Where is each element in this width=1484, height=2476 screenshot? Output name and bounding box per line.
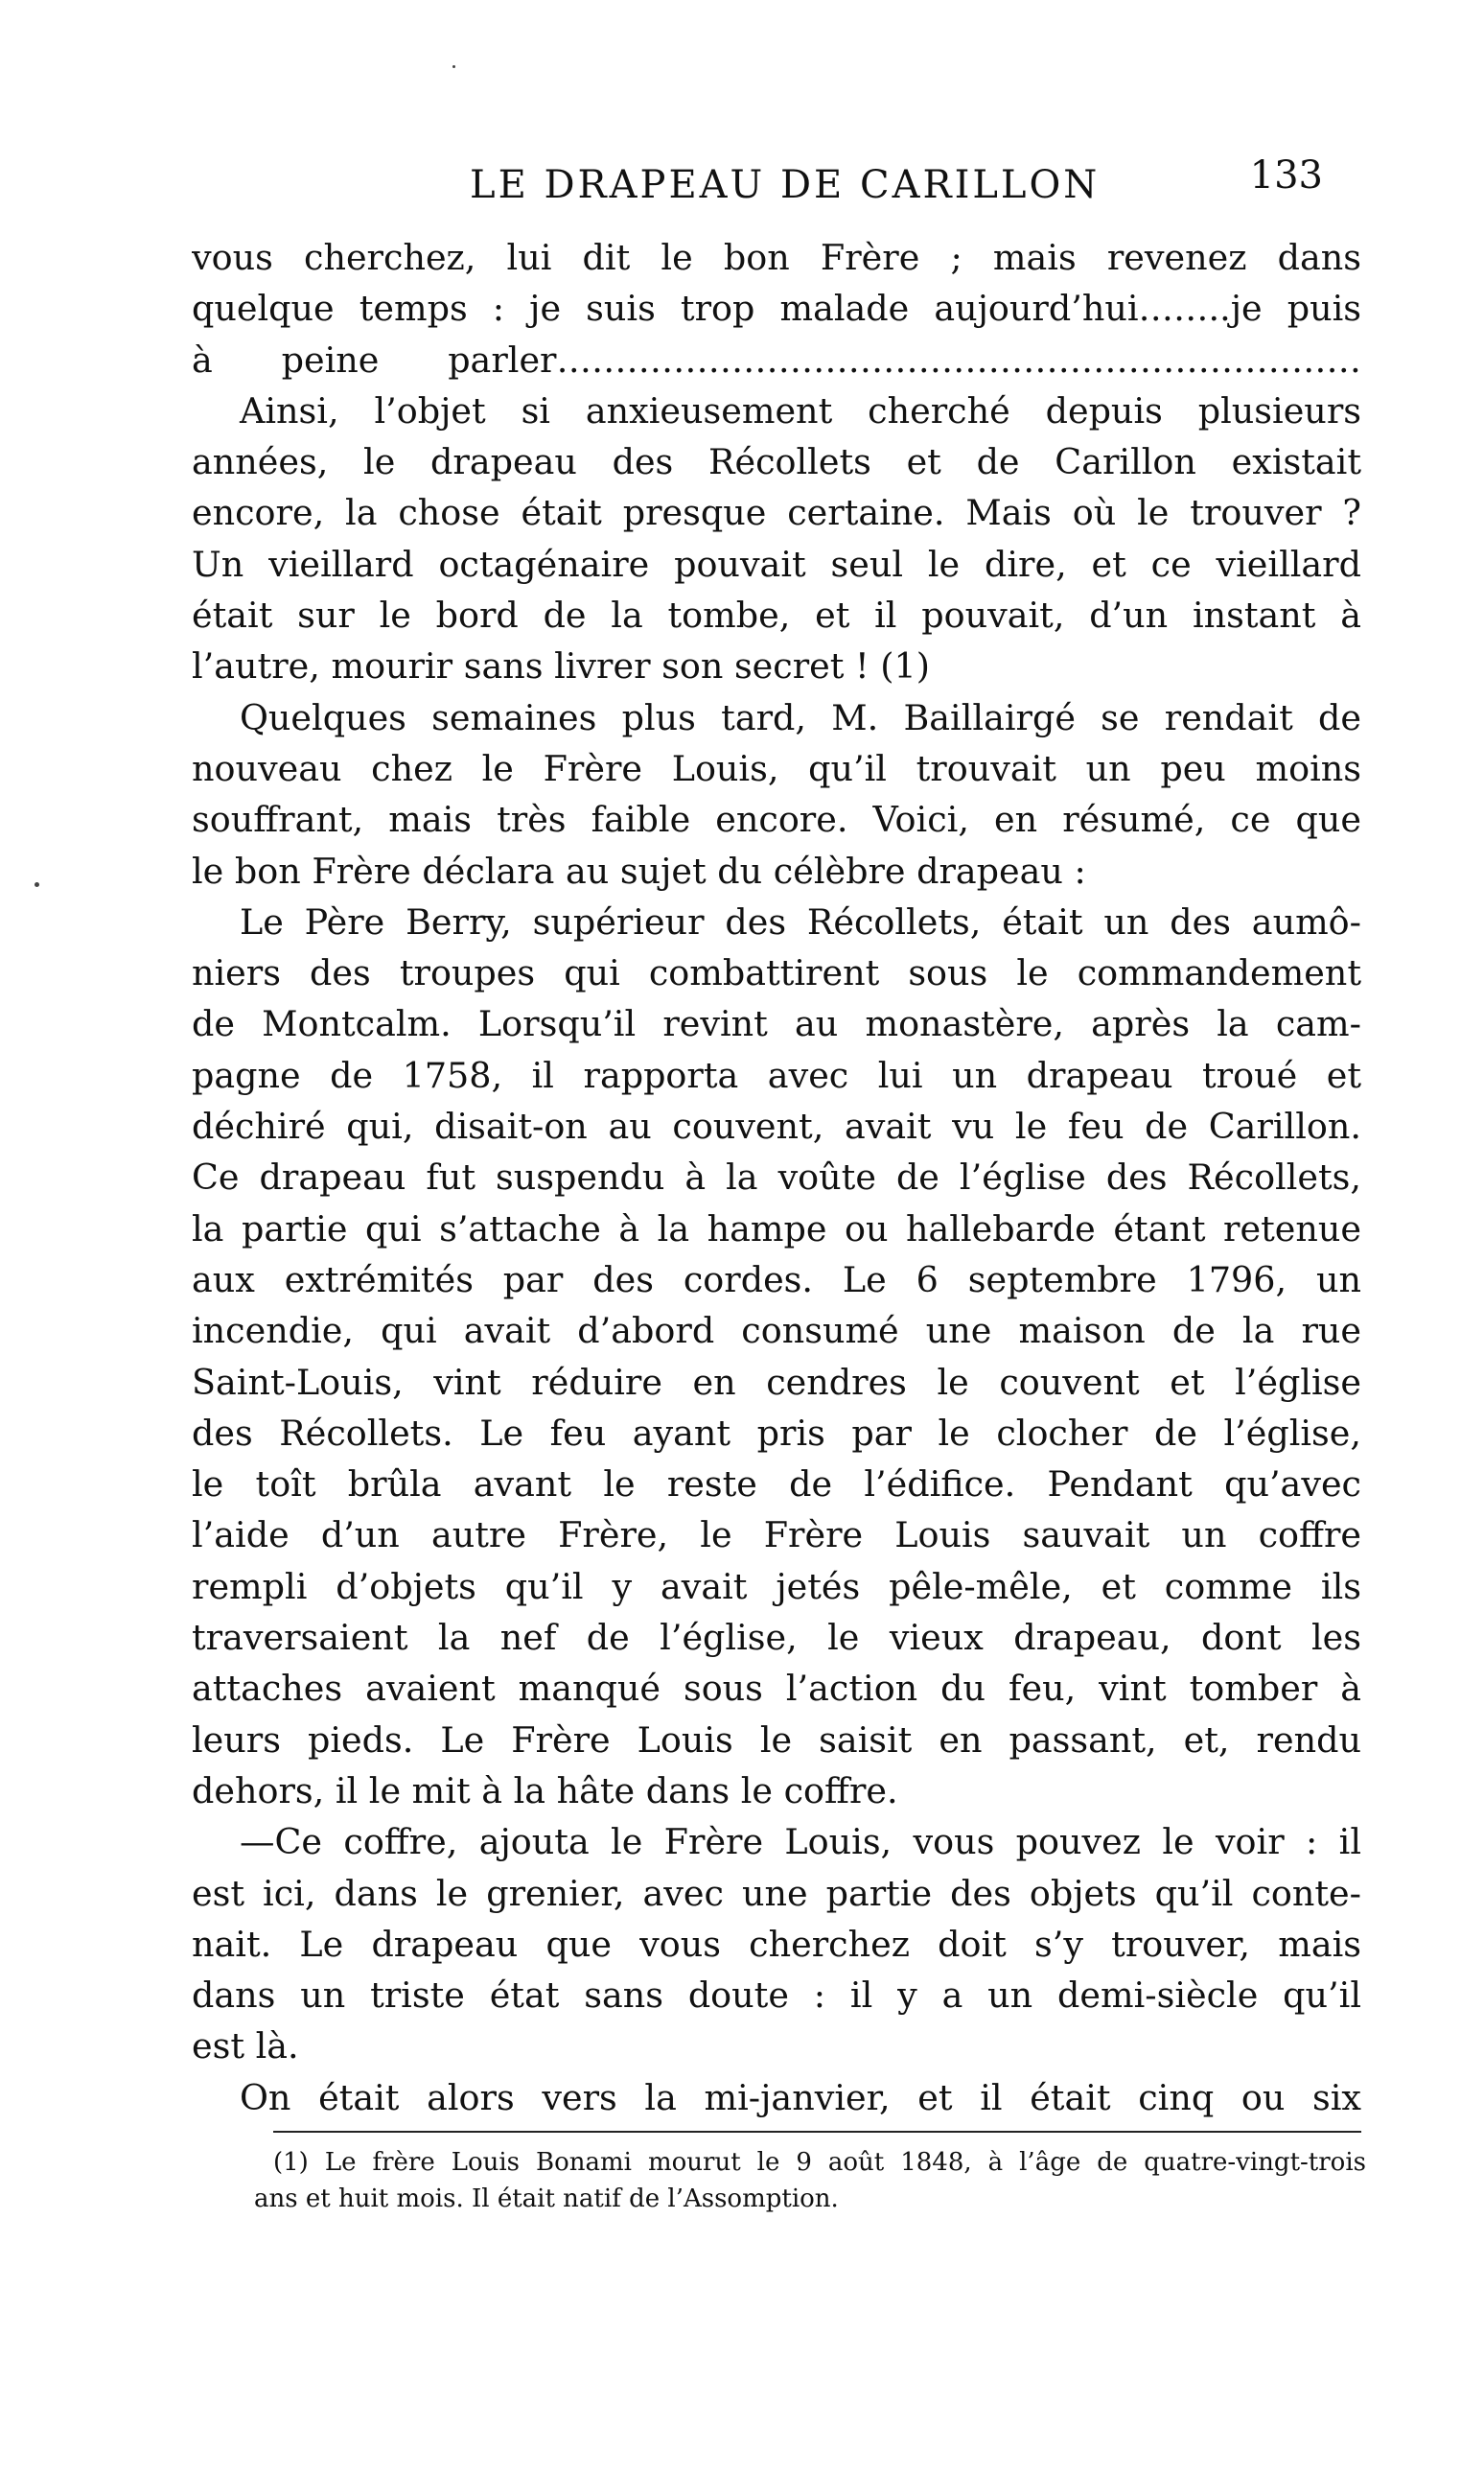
- text-line: quelque temps : je suis trop malade aujourd’hui……..je puis: [192, 288, 1361, 330]
- text-line: Saint-Louis, vint réduire en cendres le couvent et l’église: [192, 1361, 1361, 1403]
- text-line: déchiré qui, disait-on au couvent, avait vu le feu de Carillon.: [192, 1106, 1361, 1148]
- text-line: niers des troupes qui combattirent sous le commandement: [192, 952, 1361, 994]
- text-line: Un vieillard octagénaire pouvait seul le dire, et ce vieillard: [192, 543, 1361, 585]
- text-line: à peine parler……………………………………………………………: [192, 339, 1361, 381]
- text-line: encore, la chose était presque certaine. Mais où le trouver ?: [192, 492, 1361, 534]
- text-line: Le Père Berry, supérieur des Récollets, était un des aumô-: [240, 900, 1361, 943]
- text-line: souffrant, mais très faible encore. Voici, en résumé, ce que: [192, 799, 1361, 841]
- text-line: la partie qui s’attache à la hampe ou hallebarde étant retenue: [192, 1207, 1361, 1250]
- body-text: [192, 232, 1361, 2123]
- text-line: traversaient la nef de l’église, le vieux drapeau, dont les: [192, 1617, 1361, 1659]
- text-line: de Montcalm. Lorsqu’il revint au monastère, après la cam-: [192, 1003, 1361, 1045]
- text-line: nait. Le drapeau que vous cherchez doit s’y trouver, mais: [192, 1923, 1361, 1965]
- text-line: était sur le bord de la tombe, et il pouvait, d’un instant à: [192, 595, 1361, 637]
- footnote: [254, 2144, 1366, 2217]
- text-line: aux extrémités par des cordes. Le 6 septembre 1796, un: [192, 1258, 1361, 1300]
- text-line: vous cherchez, lui dit le bon Frère ; mais revenez dans: [192, 237, 1361, 278]
- text-line: incendie, qui avait d’abord consumé une maison de la rue: [192, 1310, 1361, 1352]
- text-line: l’aide d’un autre Frère, le Frère Louis sauvait un coffre: [192, 1514, 1361, 1556]
- text-line: On était alors vers la mi-janvier, et il était cinq ou six: [240, 2076, 1361, 2118]
- text-line: le toît brûla avant le reste de l’édifice. Pendant qu’avec: [192, 1463, 1361, 1506]
- page-header: [192, 153, 1323, 221]
- text-line: rempli d’objets qu’il y avait jetés pêle-mêle, et comme ils: [192, 1565, 1361, 1607]
- text-line: attaches avaient manqué sous l’action du feu, vint tomber à: [192, 1668, 1361, 1710]
- text-line: des Récollets. Le feu ayant pris par le clocher de l’église,: [192, 1412, 1361, 1454]
- text-line: —Ce coffre, ajouta le Frère Louis, vous pouvez le voir : il: [240, 1821, 1361, 1863]
- running-title: LE DRAPEAU DE CARILLON: [470, 163, 1101, 207]
- footnote-line: (1) Le frère Louis Bonami mourut le 9 août 1848, à l’âge de quatre-vingt-trois: [273, 2148, 1366, 2177]
- text-line: pagne de 1758, il rapporta avec lui un drapeau troué et: [192, 1054, 1361, 1096]
- text-line: l’autre, mourir sans livrer son secret ! (1): [192, 645, 931, 688]
- text-line: dans un triste état sans doute : il y a un demi-siècle qu’il: [192, 1974, 1361, 2017]
- text-line: Quelques semaines plus tard, M. Baillairgé se rendait de: [240, 696, 1361, 738]
- text-line: dehors, il le mit à la hâte dans le coffre.: [192, 1769, 898, 1811]
- footnote-rule: [273, 2131, 1361, 2133]
- text-line: le bon Frère déclara au sujet du célèbre drapeau :: [192, 850, 1086, 892]
- text-line: nouveau chez le Frère Louis, qu’il trouvait un peu moins: [192, 747, 1361, 789]
- paper-speck: [35, 882, 39, 887]
- text-line: Ainsi, l’objet si anxieusement cherché depuis plusieurs: [240, 389, 1361, 432]
- paper-speck: [452, 65, 455, 68]
- text-line: leurs pieds. Le Frère Louis le saisit en passant, et, rendu: [192, 1718, 1361, 1761]
- footnote-line: ans et huit mois. Il était natif de l’Assomption.: [254, 2184, 839, 2213]
- text-line: est ici, dans le grenier, avec une partie des objets qu’il conte-: [192, 1872, 1361, 1914]
- text-line: années, le drapeau des Récollets et de Carillon existait: [192, 441, 1361, 483]
- text-line: est là.: [192, 2025, 299, 2067]
- page-number: 133: [1249, 153, 1323, 198]
- text-line: Ce drapeau fut suspendu à la voûte de l’église des Récollets,: [192, 1156, 1361, 1199]
